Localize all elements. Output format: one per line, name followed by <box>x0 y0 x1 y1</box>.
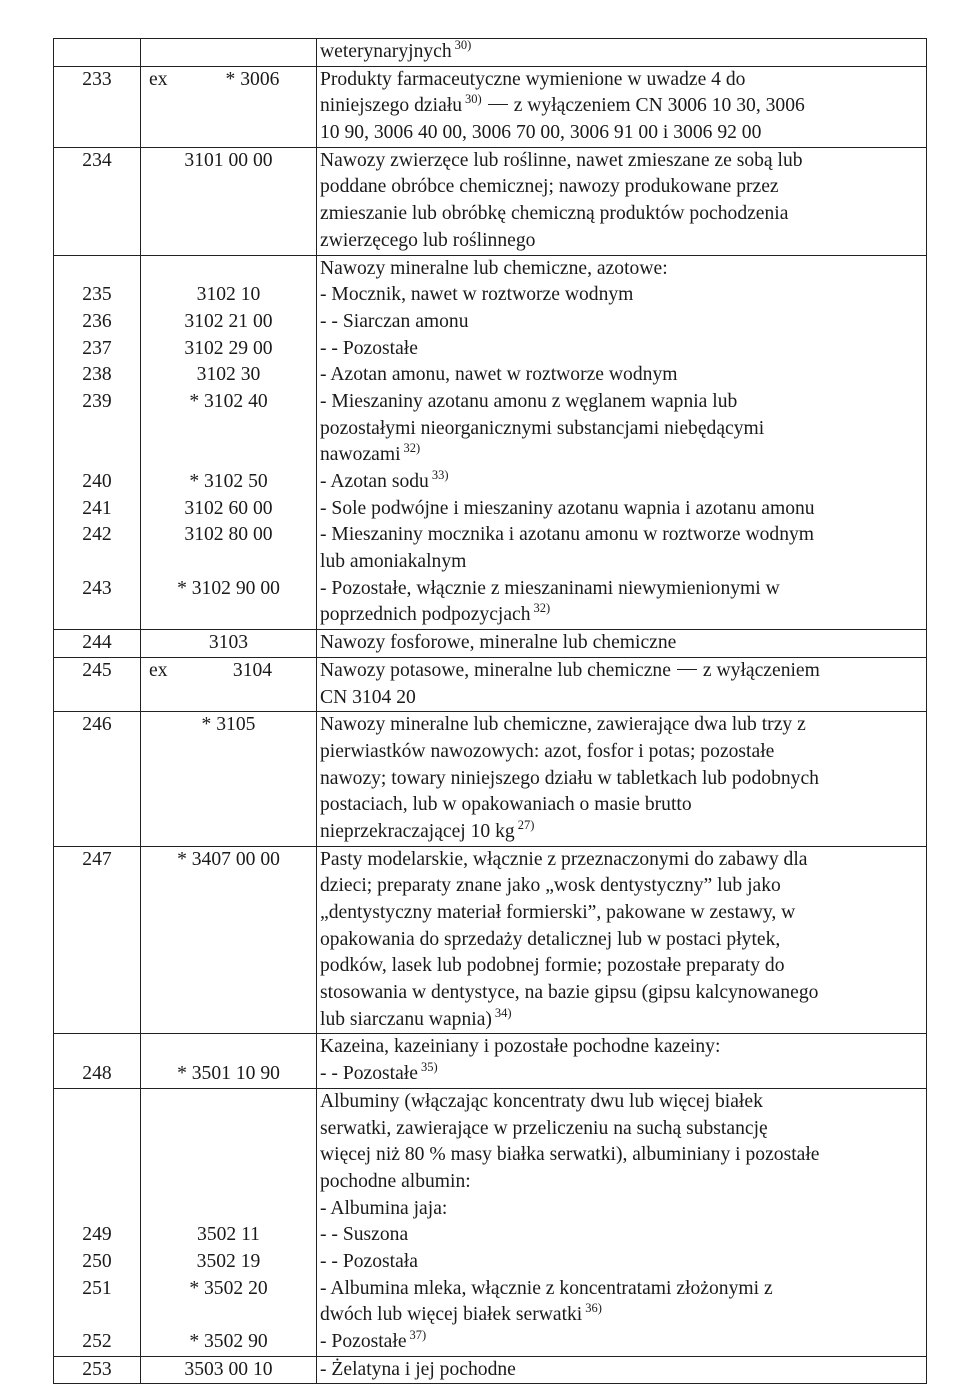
row-number <box>54 1089 140 1116</box>
description-cell <box>317 1034 927 1088</box>
description-text: Kazeina, kazeiniany i pozostałe pochodne kazeiny: <box>320 1036 721 1058</box>
description-line <box>320 522 923 549</box>
description-text: opakowania do sprzedaży detalicznej lub w postaci płytek, <box>320 928 781 950</box>
row-number-cell <box>54 630 141 658</box>
cn-code: 3101 00 00 <box>184 149 273 171</box>
description-text: Nawozy potasowe, mineralne lub chemiczne <box>320 659 671 681</box>
description-line <box>320 685 923 712</box>
description-text: - - Siarczan amonu <box>320 310 469 332</box>
cn-code-line <box>141 630 316 657</box>
ex-marker: ex <box>149 68 168 90</box>
table-row <box>54 846 927 1034</box>
description-line <box>320 900 923 927</box>
row-number <box>54 1034 140 1061</box>
description-text: zmieszanie lub obróbkę chemiczną produktów pochodzenia <box>320 203 789 225</box>
description-line <box>320 93 923 120</box>
description-cell <box>317 255 927 630</box>
row-number: 239 <box>82 390 112 412</box>
row-number: 251 <box>82 1277 112 1299</box>
description-text: nawozy; towary niniejszego działu w tabletkach lub podobnych <box>320 767 819 789</box>
cn-code-cell <box>141 147 317 255</box>
description-line <box>320 630 923 657</box>
footnote-ref: 33) <box>431 468 449 482</box>
row-number-cell <box>54 66 141 147</box>
cn-code-line <box>141 576 316 603</box>
cn-code-line <box>141 148 316 175</box>
description-text: pochodne albumin: <box>320 1170 471 1192</box>
row-number-cell <box>54 1356 141 1384</box>
description-line <box>320 1169 923 1196</box>
cn-code-cell <box>141 630 317 658</box>
cn-code <box>141 442 316 469</box>
cn-code-cell <box>141 255 317 630</box>
description-text: podków, lasek lub podobnej formie; pozostałe preparaty do <box>320 955 785 977</box>
cn-code-line <box>141 309 316 336</box>
description-text: - Mieszaniny mocznika i azotanu amonu w roztworze wodnym <box>320 524 815 546</box>
footnote-ref: 35) <box>420 1060 438 1075</box>
cn-code <box>141 1034 316 1061</box>
cn-code-line <box>141 1357 316 1384</box>
tariff-table <box>53 38 927 1384</box>
row-number <box>54 1169 140 1196</box>
description-text: Produkty farmaceutyczne wymienione w uwadze 4 do <box>320 68 746 90</box>
description-cell <box>317 1356 927 1384</box>
description-text: 10 90, 3006 40 00, 3006 70 00, 3006 91 00 i 3006 92 00 <box>320 122 762 144</box>
cn-code-line <box>141 1169 316 1196</box>
cn-code-cell <box>141 1088 317 1356</box>
cn-code-line <box>141 362 316 389</box>
cn-code: * 3102 40 <box>189 390 268 412</box>
cn-code <box>141 416 316 443</box>
description-text: Pasty modelarskie, włącznie z przeznaczonymi do zabawy dla <box>320 848 808 870</box>
footnote-ref: 30) <box>454 38 472 52</box>
cn-code-line <box>141 1196 316 1223</box>
description-text-after: z wyłączeniem CN 3006 10 30, 3006 <box>513 95 805 117</box>
description-line <box>320 1196 923 1223</box>
description-line <box>320 362 923 389</box>
row-number: 234 <box>82 149 112 171</box>
cn-code <box>141 1089 316 1116</box>
row-number: 250 <box>82 1250 112 1272</box>
description-cell <box>317 147 927 255</box>
row-number <box>54 549 140 576</box>
description-text: Nawozy mineralne lub chemiczne, azotowe: <box>320 257 668 279</box>
cn-code <box>141 1196 316 1223</box>
description-line <box>320 873 923 900</box>
cn-code-line <box>141 658 316 685</box>
row-number: 249 <box>82 1224 112 1246</box>
description-cell <box>317 1088 927 1356</box>
cn-code-line <box>141 522 316 549</box>
description-text: - Mieszaniny azotanu amonu z węglanem wapnia lub <box>320 390 738 412</box>
row-number-cell <box>54 39 141 67</box>
table-row <box>54 1356 927 1384</box>
description-text: - Albumina jaja: <box>320 1197 448 1219</box>
description-text: - Pozostałe, włącznie z mieszaninami niewymienionymi w <box>320 577 780 599</box>
description-text: - - Pozostałe <box>320 1063 418 1085</box>
footnote-ref: 30) <box>465 92 482 107</box>
row-number <box>54 1116 140 1143</box>
cn-code <box>141 602 316 629</box>
description-cell <box>317 712 927 846</box>
description-line <box>320 309 923 336</box>
description-line <box>320 336 923 363</box>
row-number-cell <box>54 1088 141 1356</box>
description-line <box>320 1061 923 1088</box>
description-line <box>320 1222 923 1249</box>
description-text: Nawozy zwierzęce lub roślinne, nawet zmieszane ze sobą lub <box>320 149 803 171</box>
description-text: - Sole podwójne i mieszaniny azotanu wapnia i azotanu amonu <box>320 497 815 519</box>
table-row <box>54 630 927 658</box>
description-line <box>320 282 923 309</box>
description-line <box>320 549 923 576</box>
description-text: Albuminy (włączając koncentraty dwu lub więcej białek <box>320 1090 763 1112</box>
row-number <box>54 1196 140 1223</box>
cn-code-line <box>141 256 316 283</box>
description-text: - - Pozostała <box>320 1250 418 1272</box>
cn-code-line <box>141 442 316 469</box>
em-dash <box>488 104 508 105</box>
description-text: lub siarczanu wapnia) <box>320 1008 492 1030</box>
cn-code-cell <box>141 1356 317 1384</box>
footnote-ref: 32) <box>403 441 421 456</box>
description-line <box>320 416 923 443</box>
cn-code-line <box>141 469 316 496</box>
cn-code <box>141 256 316 283</box>
description-cell <box>317 66 927 147</box>
row-number: 233 <box>82 68 112 90</box>
row-number <box>54 1142 140 1169</box>
description-text: postaciach, lub w opakowaniach o masie brutto <box>320 794 692 816</box>
description-text: CN 3104 20 <box>320 686 416 708</box>
cn-code-line <box>141 282 316 309</box>
description-line <box>320 1302 923 1329</box>
cn-code-line <box>141 549 316 576</box>
description-line <box>320 174 923 201</box>
description-text: weterynaryjnych <box>320 41 452 62</box>
table-row <box>54 39 927 67</box>
cn-code-cell <box>141 846 317 1034</box>
row-number-cell <box>54 147 141 255</box>
description-text: pierwiastków nawozowych: azot, fosfor i potas; pozostałe <box>320 740 775 762</box>
cn-code-cell <box>141 39 317 67</box>
description-line <box>320 1089 923 1116</box>
description-line <box>320 847 923 874</box>
table-row <box>54 66 927 147</box>
cn-code-cell <box>141 657 317 711</box>
cn-code: * 3006 <box>225 68 280 90</box>
description-line <box>320 39 923 66</box>
row-number <box>54 416 140 443</box>
description-line <box>320 1329 923 1356</box>
footnote-ref: 27) <box>517 817 535 832</box>
table-row <box>54 1034 927 1088</box>
description-line <box>320 1007 923 1034</box>
cn-code: 3102 80 00 <box>184 524 273 546</box>
cn-code: * 3102 90 00 <box>177 577 280 599</box>
footnote-ref: 37) <box>409 1328 427 1342</box>
description-text: dwóch lub więcej białek serwatki <box>320 1304 583 1326</box>
description-text: stosowania w dentystyce, na bazie gipsu (gipsu kalcynowanego <box>320 982 819 1004</box>
description-text: „dentystyczny materiał formierski”, pakowane w zestawy, w <box>320 902 796 923</box>
description-line <box>320 953 923 980</box>
cn-code-line <box>141 496 316 523</box>
description-line <box>320 256 923 283</box>
footnote-ref: 32) <box>533 601 551 616</box>
row-number: 253 <box>82 1358 112 1380</box>
row-number: 247 <box>82 848 112 870</box>
description-text: lub amoniakalnym <box>320 551 467 573</box>
em-dash <box>677 669 697 670</box>
row-number: 240 <box>82 471 112 492</box>
row-number: 242 <box>82 524 112 546</box>
description-line <box>320 1116 923 1143</box>
row-number-cell <box>54 846 141 1034</box>
cn-code-line <box>141 416 316 443</box>
description-line <box>320 980 923 1007</box>
row-number: 245 <box>82 659 112 681</box>
description-line <box>320 712 923 739</box>
footnote-ref: 36) <box>585 1301 602 1316</box>
description-text: - Mocznik, nawet w roztworze wodnym <box>320 284 634 306</box>
description-cell <box>317 39 927 67</box>
row-number: 241 <box>82 497 112 519</box>
cn-code-line <box>141 712 316 739</box>
row-number: 244 <box>82 632 112 654</box>
row-number: 235 <box>82 284 112 306</box>
cn-code <box>141 1142 316 1169</box>
cn-code-line <box>141 67 316 94</box>
cn-code-line <box>141 1116 316 1143</box>
cn-code <box>141 549 316 576</box>
description-text: dzieci; preparaty znane jako „wosk dentystyczny” lub jako <box>320 875 781 897</box>
cn-code <box>141 39 316 66</box>
description-text: zwierzęcego lub roślinnego <box>320 229 536 251</box>
description-text: - - Pozostałe <box>320 337 418 359</box>
description-line <box>320 602 923 629</box>
cn-code: * 3105 <box>201 714 256 736</box>
cn-code-line <box>141 1061 316 1088</box>
row-number: 246 <box>82 714 112 736</box>
cn-code: 3102 60 00 <box>184 497 273 519</box>
description-text: - Pozostałe <box>320 1331 407 1352</box>
cn-code-line <box>141 1089 316 1116</box>
description-line <box>320 1276 923 1303</box>
row-number: 237 <box>82 337 112 359</box>
table-row <box>54 147 927 255</box>
description-line <box>320 496 923 523</box>
cn-code-line <box>141 1329 316 1356</box>
cn-code-cell <box>141 712 317 846</box>
cn-code: 3104 <box>232 659 273 681</box>
cn-code: 3502 19 <box>196 1250 261 1272</box>
cn-code-line <box>141 1222 316 1249</box>
row-number <box>54 602 140 629</box>
description-text: pozostałymi nieorganicznymi substancjami niebędącymi <box>320 417 765 439</box>
cn-code: 3102 29 00 <box>184 337 273 359</box>
description-text: nieprzekraczającej 10 kg <box>320 820 515 842</box>
description-text: - Azotan sodu <box>320 471 429 492</box>
row-number: 236 <box>82 310 112 332</box>
row-number-cell <box>54 1034 141 1088</box>
cn-code-cell <box>141 66 317 147</box>
description-text: Nawozy mineralne lub chemiczne, zawierające dwa lub trzy z <box>320 714 806 736</box>
cn-code: 3103 <box>208 632 249 654</box>
row-number <box>54 256 140 283</box>
description-line <box>320 658 923 685</box>
cn-code: 3102 30 <box>196 364 261 386</box>
cn-code: * 3407 00 00 <box>177 848 280 870</box>
description-cell <box>317 657 927 711</box>
cn-code: 3503 00 10 <box>184 1358 273 1380</box>
description-text: więcej niż 80 % masy białka serwatki), albuminiany i pozostałe <box>320 1144 820 1166</box>
table-body <box>54 39 927 1384</box>
description-line <box>320 442 923 469</box>
cn-code-cell <box>141 1034 317 1088</box>
cn-code: 3102 10 <box>196 284 261 306</box>
cn-code-line <box>141 1142 316 1169</box>
row-number: 252 <box>82 1331 112 1352</box>
description-line <box>320 201 923 228</box>
row-number: 238 <box>82 364 112 386</box>
description-text: Nawozy fosforowe, mineralne lub chemiczne <box>320 632 677 654</box>
description-cell <box>317 846 927 1034</box>
description-text: poddane obróbce chemicznej; nawozy produkowane przez <box>320 176 779 198</box>
description-line <box>320 792 923 819</box>
description-text: nawozami <box>320 444 401 466</box>
table-row <box>54 657 927 711</box>
cn-code <box>141 1302 316 1329</box>
cn-code-line <box>141 389 316 416</box>
document-page <box>53 38 927 1384</box>
description-line <box>320 67 923 94</box>
description-line <box>320 148 923 175</box>
row-number <box>54 39 140 66</box>
table-row <box>54 712 927 846</box>
description-line <box>320 819 923 846</box>
description-line <box>320 120 923 147</box>
cn-code: 3502 11 <box>197 1224 260 1246</box>
description-line <box>320 1034 923 1061</box>
description-text: - Albumina mleka, włącznie z koncentratami złożonymi z <box>320 1277 773 1299</box>
description-line <box>320 576 923 603</box>
cn-code: * 3502 20 <box>189 1277 268 1299</box>
cn-code: * 3502 90 <box>189 1331 268 1352</box>
description-line <box>320 927 923 954</box>
description-text: - - Suszona <box>320 1224 409 1246</box>
description-line <box>320 1249 923 1276</box>
description-text: poprzednich podpozycjach <box>320 604 531 626</box>
description-text-after: z wyłączeniem <box>702 659 820 681</box>
cn-code <box>141 1116 316 1143</box>
cn-code-line <box>141 1034 316 1061</box>
description-cell <box>317 630 927 658</box>
cn-code-line <box>141 1302 316 1329</box>
cn-code: * 3501 10 90 <box>177 1063 280 1085</box>
description-text: serwatki, zawierające w przeliczeniu na suchą substancję <box>320 1117 768 1139</box>
cn-code-line <box>141 336 316 363</box>
cn-code <box>141 1169 316 1196</box>
description-text: niniejszego działu <box>320 95 463 117</box>
description-text: - Azotan amonu, nawet w roztworze wodnym <box>320 364 678 386</box>
row-number-cell <box>54 657 141 711</box>
row-number <box>54 1302 140 1329</box>
description-line <box>320 1142 923 1169</box>
description-line <box>320 739 923 766</box>
description-line <box>320 469 923 496</box>
cn-code-line <box>141 1276 316 1303</box>
description-line <box>320 1357 923 1384</box>
description-line <box>320 389 923 416</box>
footnote-ref: 34) <box>494 1005 512 1020</box>
description-text: - Żelatyna i jej pochodne <box>320 1358 516 1380</box>
row-number: 248 <box>82 1063 112 1085</box>
cn-code: * 3102 50 <box>189 471 268 492</box>
cn-code: 3102 21 00 <box>184 310 273 332</box>
description-line <box>320 228 923 255</box>
cn-code-line <box>141 847 316 874</box>
cn-code-line <box>141 602 316 629</box>
row-number <box>54 442 140 469</box>
cn-code-line <box>141 39 316 66</box>
description-line <box>320 766 923 793</box>
row-number-cell <box>54 255 141 630</box>
cn-code-line <box>141 1249 316 1276</box>
ex-marker: ex <box>149 659 168 681</box>
row-number: 243 <box>82 577 112 599</box>
table-row <box>54 1088 927 1356</box>
row-number-cell <box>54 712 141 846</box>
table-row <box>54 255 927 630</box>
